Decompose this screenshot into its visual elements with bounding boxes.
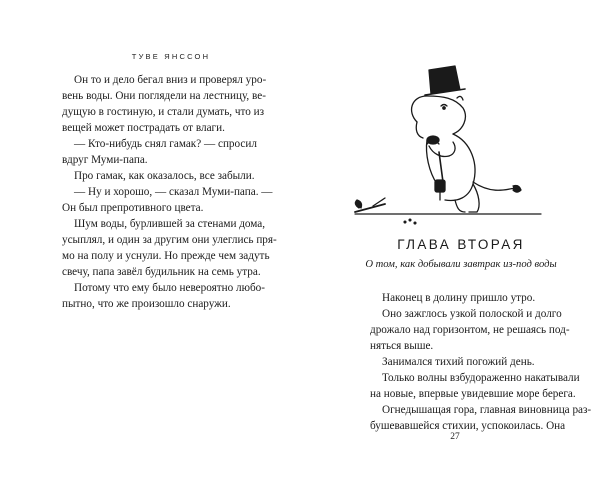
running-head: ТУВЕ ЯНССОН	[131, 52, 211, 61]
text-line: мо на полу и уснули. Но прежде чем задуть	[62, 250, 270, 262]
right-body-text	[370, 290, 592, 434]
text-line: вещей может пострадать от влаги.	[62, 122, 225, 134]
text-line: Только волны взбудораженно накатывали	[382, 372, 580, 384]
text-line: дрожало над горизонтом, не решаясь под-	[370, 324, 570, 336]
chapter-title: ГЛАВА ВТОРАЯ	[397, 237, 525, 252]
text-line: Он то и дело бегал вниз и проверял уро-	[74, 74, 267, 86]
text-line: Наконец в долину пришло утро.	[382, 292, 536, 304]
text-line: свечу, папа завёл будильник на семь утра.	[62, 266, 261, 278]
moomin-papa-illustration	[345, 62, 545, 227]
text-line: вень воды. Они поглядели на лестницу, ве-	[62, 90, 266, 102]
text-line: пытно, что же произошло снаружи.	[62, 298, 231, 310]
chapter-subtitle: О том, как добывали завтрак из-под воды	[365, 259, 557, 270]
text-line: — Кто-нибудь снял гамак? — спросил	[74, 138, 257, 150]
text-line: Шум воды, бурлившей за стенами дома,	[74, 218, 266, 230]
text-line: Оно зажглось узкой полоской и долго	[382, 308, 562, 320]
page-number: 27	[450, 432, 460, 442]
text-line: вдруг Муми-папа.	[62, 154, 148, 166]
left-body-text	[62, 72, 280, 312]
text-line: Огнедышащая гора, главная виновница раз-	[382, 404, 592, 416]
text-line: Про гамак, как оказалось, все забыли.	[74, 170, 255, 182]
text-line: няться выше.	[370, 340, 434, 352]
text-line: Занимался тихий погожий день.	[382, 356, 535, 368]
text-line: дущую в гостиную, и стали думать, что из	[62, 106, 265, 118]
text-line: Он был препротивного цвета.	[62, 202, 204, 214]
text-line: — Ну и хорошо, — сказал Муми-папа. —	[74, 186, 273, 198]
text-line: усыплял, и один за другим они улеглись пря-	[62, 234, 277, 246]
text-line: бушевавшейся стихии, успокоилась. Она	[370, 420, 566, 432]
text-line: на новые, впервые увидевшие море берега.	[370, 388, 576, 400]
text-line: Потому что ему было невероятно любо-	[74, 282, 265, 294]
